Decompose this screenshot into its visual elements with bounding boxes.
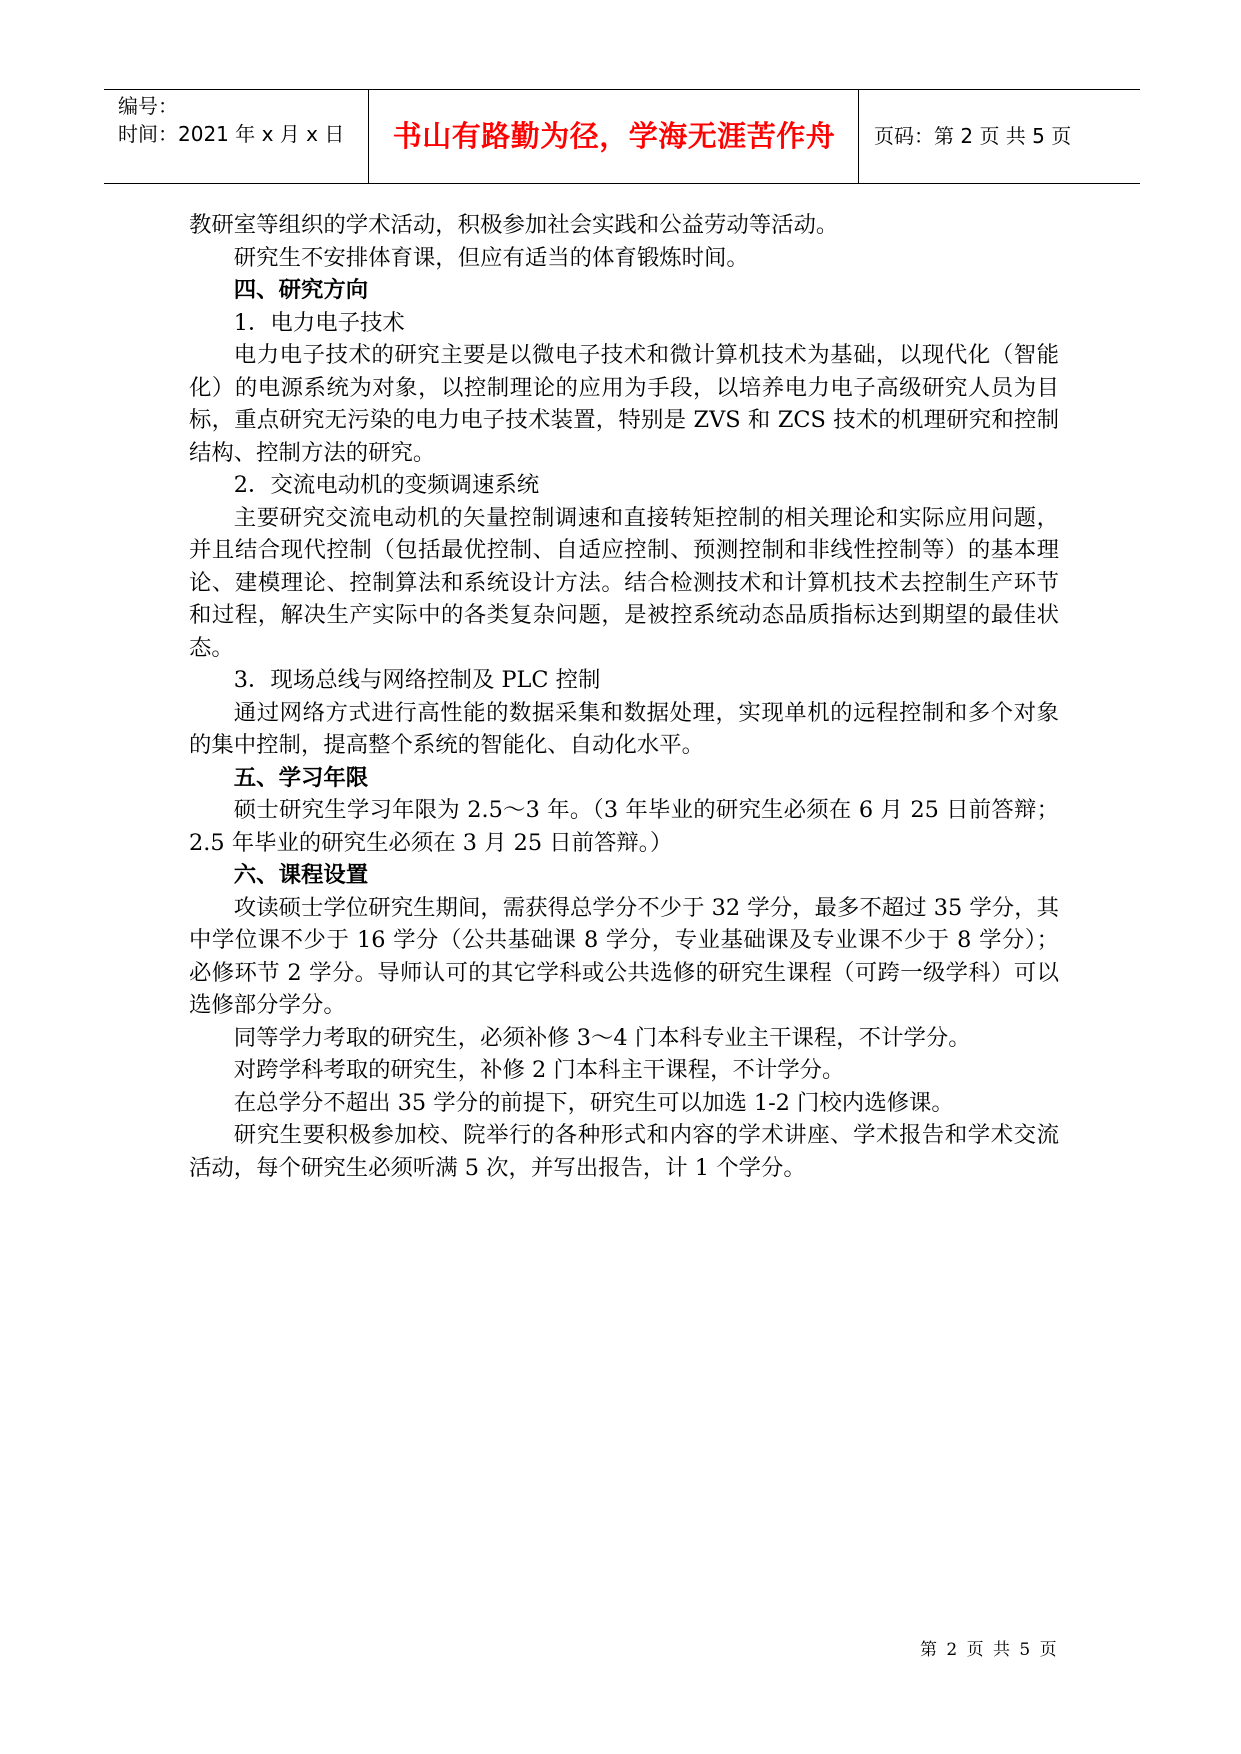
paragraph-fieldbus: 通过网络方式进行高性能的数据采集和数据处理，实现单机的远程控制和多个对象的集中控制，提高整个系统的智能化、自动化水平。 [189,699,1059,758]
section-heading-curriculum: 六、课程设置 [233,862,369,888]
paragraph-ac-motor: 主要研究交流电动机的矢量控制调速和直接转矩控制的相关理论和实际应用问题，并且结合现代控制（包括最优控制、自适应控制、预测控制和非线性控制等）的基本理论、建模理论、控制算法和系统设计方法。结合检测技术和计算机技术去控制生产环节和过程，解决生产实际中的各类复杂问题，是被控系统动态品质指标达到期望的最佳状态。 [189,504,1059,661]
paragraph-pe: 研究生不安排体育课，但应有适当的体育锻炼时间。 [233,244,749,271]
paragraph-lectures: 研究生要积极参加校、院举行的各种形式和内容的学术讲座、学术报告和学术交流活动，每个研究生必须听满 5 次，并写出报告，计 1 个学分。 [189,1122,1059,1181]
date-label: 时间：2021 年 x 月 x 日 [118,122,345,146]
page-footer: 第 2 页 共 5 页 [920,1640,1059,1660]
header-meta [118,92,344,148]
header-page-number: 页码：第 2 页 共 5 页 [874,124,1072,148]
paragraph-equivalent-degree: 同等学力考取的研究生，必须补修 3～4 门本科专业主干课程，不计学分。 [233,1024,971,1051]
paragraph-continuation: 教研室等组织的学术活动，积极参加社会实践和公益劳动等活动。 [189,212,839,238]
serial-number-label: 编号： [118,94,178,118]
header-motto: 书山有路勤为径，学海无涯苦作舟 [392,119,836,153]
paragraph-cross-discipline: 对跨学科考取的研究生，补修 2 门本科主干课程，不计学分。 [233,1057,845,1083]
header-divider-right [858,90,859,183]
section-heading-study-period: 五、学习年限 [233,764,369,791]
subheading-ac-motor: 2．交流电动机的变频调速系统 [233,472,540,498]
paragraph-electives: 在总学分不超出 35 学分的前提下，研究生可以加选 1-2 门校内选修课。 [233,1089,954,1116]
section-heading-research-direction: 四、研究方向 [233,277,369,303]
document-body [189,209,1059,1184]
subheading-fieldbus: 3．现场总线与网络控制及 PLC 控制 [233,667,601,693]
paragraph-study-period: 硕士研究生学习年限为 2.5～3 年。（3 年毕业的研究生必须在 6 月 25 日前答辩；2.5 年毕业的研究生必须在 3 月 25 日前答辩。） [189,797,1059,856]
page-header [104,89,1140,184]
header-divider-left [368,90,369,183]
subheading-power-electronics: 1．电力电子技术 [233,309,405,336]
paragraph-credits: 攻读硕士学位研究生期间，需获得总学分不少于 32 学分，最多不超过 35 学分，其中学位课不少于 16 学分（公共基础课 8 学分，专业基础课及专业课不少于 8 学分）；必修环节 2 学分。导师认可的其它学科或公共选修的研究生课程（可跨一级学科）可以选修部分学分。 [189,894,1059,1018]
paragraph-power-electronics: 电力电子技术的研究主要是以微电子技术和微计算机技术为基础，以现代化（智能化）的电源系统为对象，以控制理论的应用为手段，以培养电力电子高级研究人员为目标，重点研究无污染的电力电子技术装置，特别是 ZVS 和 ZCS 技术的机理研究和控制结构、控制方法的研究。 [189,342,1059,466]
